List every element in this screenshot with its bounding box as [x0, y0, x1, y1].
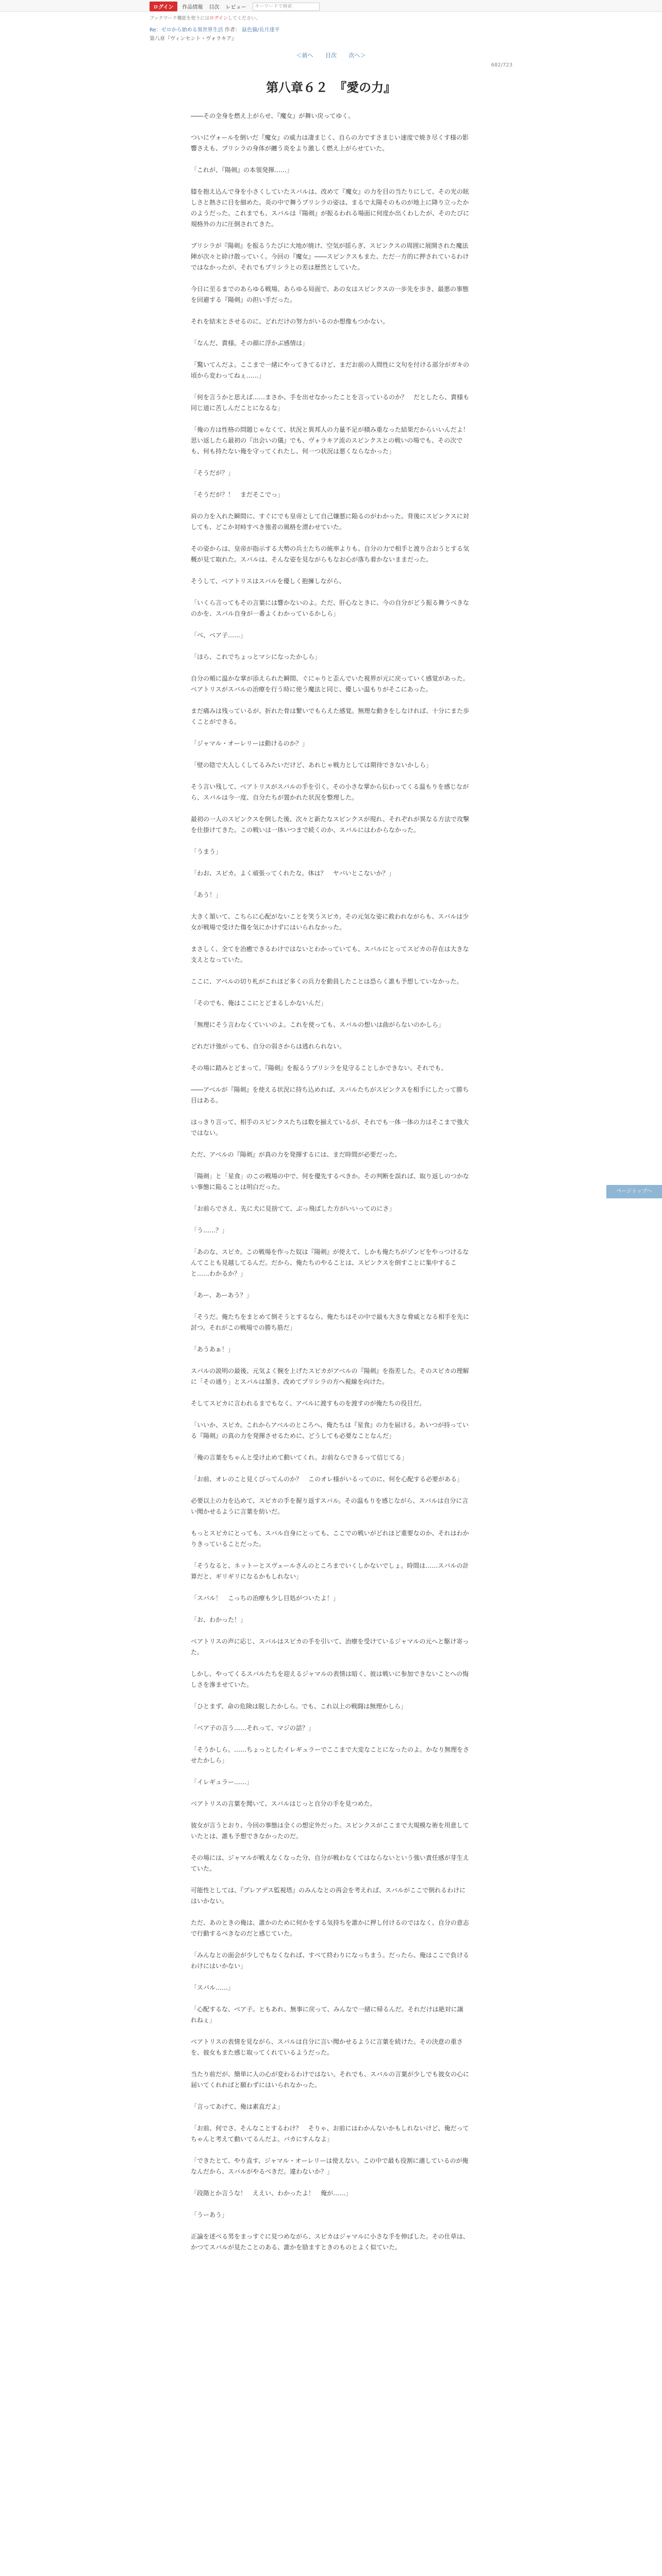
episode-title: 第八章６２ 『愛の力』: [266, 80, 396, 95]
body-paragraph: ここに、アベルの切り札がこれほど多くの兵力を動員したことは恐らく誰も予想していなかった。: [191, 978, 463, 985]
body-paragraph: 「べ、ベア子……」: [191, 632, 247, 639]
body-paragraph: そう言い残して、ベアトリスがスバルの手を引く。その小さな掌から伝わってくる温もりを感じながら、スバルは今一度、自分たちが置かれた状況を整理した。: [191, 783, 469, 801]
body-paragraph: 今日に至るまでのあらゆる戦場、あらゆる局面で、あの女はスピンクスの一歩先を歩き、最悪の事態を回避する『陽剣』の担い手だった。: [191, 285, 469, 303]
body-paragraph: 必要以上の力を込めて、スピカの手を握り返すスバル。その温もりを感じながら、スバルは自分に言い聞かせるように言葉を紡いだ。: [191, 1497, 469, 1515]
body-paragraph: 「お前、何でさ、そんなことするわけ？ そりゃ、お前にはわかんないかもしれないけど、俺だってちゃんと考えて動いてるんだよ。バカにすんなよ」: [191, 2125, 469, 2143]
body-paragraph: 「陽剣」と「星食」のこの戦場の中で、何を優先するべきか。その判断を誤れば、取り返しのつかない事態に陥ることは明白だった。: [191, 1173, 469, 1191]
body-paragraph: 「壁の陰で大人しくしてるみたいだけど、あれじゃ戦力としては期待できないかしら」: [191, 761, 433, 769]
body-paragraph: 「ベア子の言う……それって、マジの話？」: [191, 1724, 315, 1732]
body-paragraph: その場に踏みとどまって、『陽剣』を振るうプリシラを見守ることしかできない。それでも、: [191, 1064, 448, 1072]
bookmark-notice: [150, 14, 512, 21]
body-paragraph: 最初の一人のスピンクスを倒した後、次々と新たなスピンクスが現れ、それぞれが異なる方法で攻撃を仕掛けてきた。この戦いは一体いつまで続くのか、スバルにはわからなかった。: [191, 816, 470, 834]
body-paragraph: 「何を言うかと思えば……まさか、手を出せなかったことを言っているのか？ だとしたら、貴様も同じ道に苦しんだことになるな」: [191, 394, 470, 412]
author-label: 作者：: [224, 27, 240, 33]
login-button[interactable]: ログイン: [150, 2, 177, 11]
body-paragraph: 「いいか、スピカ。これからアベルのところへ、俺たちは『星食』の力を届ける。あいつが持っている『陽剣』の真の力を発揮させるために、どうしても必要なことなんだ」: [191, 1421, 469, 1439]
pager-top: [150, 51, 512, 59]
body-paragraph: スバルの説明の最後、元気よく腕を上げたスピカがアベルの『陽剣』を指差した。そのスピカの理解に「その通り」とスバルは頷き、改めてプリシラの方へ視線を向けた。: [191, 1367, 469, 1385]
body-paragraph: 肩の力を入れた瞬間に、すぐにでも皇帝として自己嫌悪に陥るのがわかった。背後にスピンクスに対しても、どこか対峙すべき強者の風格を漂わせていた。: [191, 513, 469, 531]
body-paragraph: しかし、やってくるスバルたちを迎えるジャマルの表情は暗く、彼は戦いに参加できないことへの悔しさを滲ませていた。: [191, 1670, 469, 1688]
body-paragraph: 「無理にそう言わなくていいのよ。これを使っても、スバルの想いは曲がらないのかしら」: [191, 1021, 445, 1028]
body-paragraph: 「あー、あーあう？」: [191, 1292, 253, 1299]
body-paragraph: 「そうだが？」: [191, 469, 235, 477]
body-paragraph: 「ほら、これでちょっとマシになったかしら」: [191, 653, 321, 660]
page-top-button[interactable]: ページトップへ: [606, 1185, 662, 1198]
page-number: 682/723: [491, 62, 512, 68]
body-paragraph: 「俺の言葉をちゃんと受け止めて動いてくれ。お前ならできるって信じてる」: [191, 1454, 408, 1461]
body-paragraph: 「う……？」: [191, 1227, 228, 1234]
next-link[interactable]: 次へ＞: [349, 52, 366, 59]
body-paragraph: 「あのな、スピカ。この戦場を作った奴は『陽剣』が使えて、しかも俺たちがゾンビをやっつけるなんてことも見越してるんだ。だから、俺たちのやることは、スピンクスを倒すことに集中すること……わかるか？」: [191, 1248, 469, 1277]
episode-body: [191, 111, 475, 2253]
body-paragraph: 「そうかしら。……ちょっとしたイレギュラーでここまで大変なことになったのよ。かなり無理をさせたかしら」: [191, 1746, 470, 1764]
body-paragraph: 「段階とか言うな！ ええい、わかったよ！ 俺が……」: [191, 2190, 352, 2197]
series-info: [150, 25, 512, 33]
main-content: [150, 11, 512, 2264]
prev-link[interactable]: ＜前へ: [296, 52, 313, 59]
body-paragraph: 「うーあう」: [191, 2211, 228, 2218]
body-paragraph: 膝を抱え込んで身を小さくしていたスバルは、改めて『魔女』の力を目の当たりにして、その光の眩しさと熱さに目を細めた。炎の中で舞うプリシラの姿は、まるで太陽そのものが地上に降り立ったかのようだった。これまでも、スバルは『陽剣』が振るわれる場面に何度か出くわしたが、そのたびに規格外の力に圧倒されてきた。: [191, 188, 470, 228]
body-paragraph: 「あう！」: [191, 891, 222, 899]
chapter-label: 第八章『ヴィンセント・ヴォラキア』: [150, 36, 237, 42]
body-paragraph: まさしく、全てを治癒できるわけではないとわかっていても、スバルにとってスピカの存在は大きな支えとなっていた。: [191, 945, 469, 963]
body-paragraph: 「あうあぁ！」: [191, 1346, 234, 1353]
body-paragraph: 大きく頷いて、こちらに心配がないことを笑うスピカ。その元気な姿に救われながらも、スバルは少女が戦場で受けた傷を気にかけずにはいられなかった。: [191, 913, 469, 931]
body-paragraph: 可能性としては、『プレアデス監視塔』のみんなとの再会を考えれば、スバルがここで倒れるわけにはいかない。: [191, 1887, 466, 1905]
body-paragraph: その姿からは、皇帝が指示する大勢の兵士たちの統率よりも、自分の力で相手と渡り合おうとする気概が見て取れた。スバルは、そんな姿を見ながらもなお心が落ち着かないままだった。: [191, 545, 470, 563]
body-paragraph: 「お前らでさえ、先に犬に見捨てて、ぶっ飛ばした方がいいってのにさ」: [191, 1205, 395, 1212]
body-paragraph: 「俺の方は性格の問題じゃなくて、状況と異邦人の力量不足が積み重なった結果だからいいんだよ！ 思い返したら最初の『出会いの儀』でも、ヴォラキア流のスピンクスとの戦いの場でも、その次でも、何も持たない俺を守ってくれたし、何一つ状況は悪くならなかった」: [191, 426, 475, 455]
body-paragraph: 「お、わかった！」: [191, 1616, 247, 1623]
body-paragraph: ――その全身を燃え上がらせ、『魔女』が舞い戻ってゆく。: [191, 112, 355, 120]
body-paragraph: 「そうなると、ネットーとスヴェールさんのところまでいくしかないでしょ。時間は……スバルの計算だと、ギリギリになるかもしれない」: [191, 1562, 469, 1580]
nav-toc[interactable]: 目次: [209, 5, 220, 10]
body-paragraph: そしてスピカに言われるまでもなく、アベルに渡すものを渡すのが俺たちの役目だ。: [191, 1400, 426, 1407]
body-paragraph: 「そうだが？！ まだそこでっ」: [191, 491, 284, 498]
body-paragraph: 「ひとまず、命の危険は脱したかしら。でも、これ以上の戦闘は無理かしら」: [191, 1703, 407, 1710]
body-paragraph: もっとスピカにとっても、スバル自身にとっても、ここでの戦いがどれほど重要なのか、それはわかりきっていることだった。: [191, 1530, 469, 1548]
nav-work-info[interactable]: 作品情報: [182, 5, 203, 10]
body-paragraph: 「心配するな、ベア子。ともあれ、無事に戻って、みんなで一緒に帰るんだ。それだけは絶対に譲れねぇ」: [191, 2006, 464, 2024]
body-paragraph: ――アベルが『陽剣』を使える状況に持ち込めれば、スバルたちがスピンクスを相手にしたって勝ち目はある。: [191, 1086, 469, 1104]
body-paragraph: 「そのでも、俺はここにとどまるしかないんだ」: [191, 999, 327, 1007]
body-paragraph: 「言ってあげて、俺は素直だよ」: [191, 2103, 284, 2110]
toc-link[interactable]: 目次: [325, 52, 337, 59]
body-paragraph: それを結末とさせるのに、どれだけの努力がいるのか想像もつかない。: [191, 318, 389, 325]
body-paragraph: 「お前、オレのこと見くびってんのか？ このオレ様がいるってのに、何を心配する必要がある」: [191, 1476, 464, 1483]
body-paragraph: 当たり前だが、簡単に人の心が変わるわけではない。それでも、スバルの言葉が少しでも彼女の心に届いてくれればと願わずにはいられなかった。: [191, 2071, 470, 2089]
body-paragraph: その場には、ジャマルが戦えなくなった分、自分が戦わなくてはならないという強い責任感が芽生えていた。: [191, 1854, 469, 1872]
body-paragraph: 「わお、スピカ。よく頑張ってくれたな。体は？ ヤバいとこないか？」: [191, 870, 395, 877]
body-paragraph: プリシラが『陽剣』を振るうたびに大地が焼け、空気が揺らぎ、スピンクスの周囲に展開された魔法陣が次々と砕け散っていく。今回の『魔女』――スピンクスもまた、ただ一方的に押されているわけではなかったが、それでもプリシラとの差は歴然としていた。: [191, 242, 469, 271]
body-paragraph: ベアトリスの表情を見ながら、スバルは自分に言い聞かせるように言葉を続けた。その決意の重さを、彼女もまた感じ取ってくれているようだった。: [191, 2038, 463, 2056]
top-nav: [150, 2, 320, 11]
body-paragraph: はっきり言って、相手のスピンクスたちは数を揃えているが、それでも一体一体の力はそこまで強大ではない。: [191, 1118, 469, 1137]
nav-review[interactable]: レビュー: [225, 5, 246, 10]
body-paragraph: 「ジャマル・オーレリーは動けるのか？」: [191, 740, 308, 747]
body-paragraph: 「イレギュラー……」: [191, 1778, 253, 1786]
body-paragraph: 「みんなとの面会が少しでもなくなれば、すべて終わりになっちまう。だったら、俺はここで負けるわけにはいかない」: [191, 1952, 469, 1970]
series-title[interactable]: Re：ゼロから始める異世界生活: [150, 27, 223, 33]
body-paragraph: ただ、アベルの『陽剣』が真の力を発揮するには、まだ時間が必要だった。: [191, 1151, 401, 1158]
notice-prefix: ブックマーク機能を使うには: [150, 16, 210, 21]
body-paragraph: 「うまう」: [191, 848, 222, 855]
author-name[interactable]: 鼠色猫/長月達平: [242, 27, 280, 33]
body-paragraph: 「なんだ、貴様。その顔に浮かぶ感情は」: [191, 340, 309, 347]
body-paragraph: 「これが、『陽剣』の本領発揮……」: [191, 166, 293, 174]
body-paragraph: ベアトリスの声に応じ、スバルはスピカの手を引いて、治療を受けているジャマルの元へと駆け寄った。: [191, 1638, 469, 1656]
body-paragraph: 正論を述べる男をまっすぐに見つめながら、スピカはジャマルに小さな手を伸ばした。その仕草は、かつてスバルが見たことのある、誰かを励ますときのものとよく似ていた。: [191, 2233, 469, 2251]
body-paragraph: ベアトリスの言葉を聞いて、スバルはじっと自分の手を見つめた。: [191, 1800, 376, 1807]
body-paragraph: 「スバル……」: [191, 1984, 235, 1991]
body-paragraph: まだ痛みは残っているが、折れた骨は繋いでもらえた感覚。無理な動きをしなければ、十分にまた歩くことができる。: [191, 707, 470, 725]
body-paragraph: 「驚いてんだよ。ここまで一緒にやってきてるけど、まだお前の人間性に文句を付ける部分がガキの頃から変わってねぇ……」: [191, 361, 470, 379]
body-paragraph: 「できたとて、やり直す、ジャマル・オーレリーは使えない。この中で最も役割に適しているのが俺なんだから、スバルがやるべきだ。違わないか？」: [191, 2157, 469, 2175]
search-input[interactable]: キーワードで検索: [253, 3, 320, 11]
body-paragraph: ついにヴォールを倒いだ『魔女』の威力は凄まじく、自らの力ですさまじい速度で焼き尽くす様の影響さえも、プリシラの身体が纏う炎をより激しく燃え上がらせていた。: [191, 134, 469, 152]
body-paragraph: 「そうだ。俺たちをまとめて倒そうとするなら、俺たちはその中で最も大きな脅威となる相手を先に討つ。それがこの戦場での勝ち筋だ」: [191, 1313, 470, 1331]
body-paragraph: どれだけ強がっても、自分の弱さからは逃れられない。: [191, 1043, 346, 1050]
body-paragraph: ただ、あのときの俺は、誰かのために何かをする気持ちを誰かに押し付けるのではなく、自分の意志で行動するべきなのだと感じていた。: [191, 1919, 469, 1937]
body-paragraph: そうして、ベアトリスはスバルを優しく抱擁しながら、: [191, 578, 345, 585]
body-paragraph: 彼女が言うとおり、今回の事態は全くの想定外だった。スピンクスがここまで大規模な術を用意していたとは、誰も予想できなかったのだ。: [191, 1822, 469, 1840]
notice-login-link[interactable]: ログイン: [209, 16, 228, 21]
notice-suffix: してください。: [227, 16, 260, 21]
top-bar: [0, 0, 662, 12]
body-paragraph: 自分の頬に温かな掌が添えられた瞬間、ぐにゃりと歪んでいた視界が元に戻っていく感覚があった。ベアトリスがスバルの治療を行う時に使う魔法と同じ、優しい温もりがそこにあった。: [191, 675, 469, 693]
body-paragraph: 「いくら言ってもその言葉には響かないのよ。ただ、肝心なときに、今の自分がどう振る舞うべきなのかを、スバル自身が一番よくわかっているかしら」: [191, 599, 470, 617]
body-paragraph: 「スバル！ こっちの治療も少し目処がついたよ！」: [191, 1595, 339, 1602]
